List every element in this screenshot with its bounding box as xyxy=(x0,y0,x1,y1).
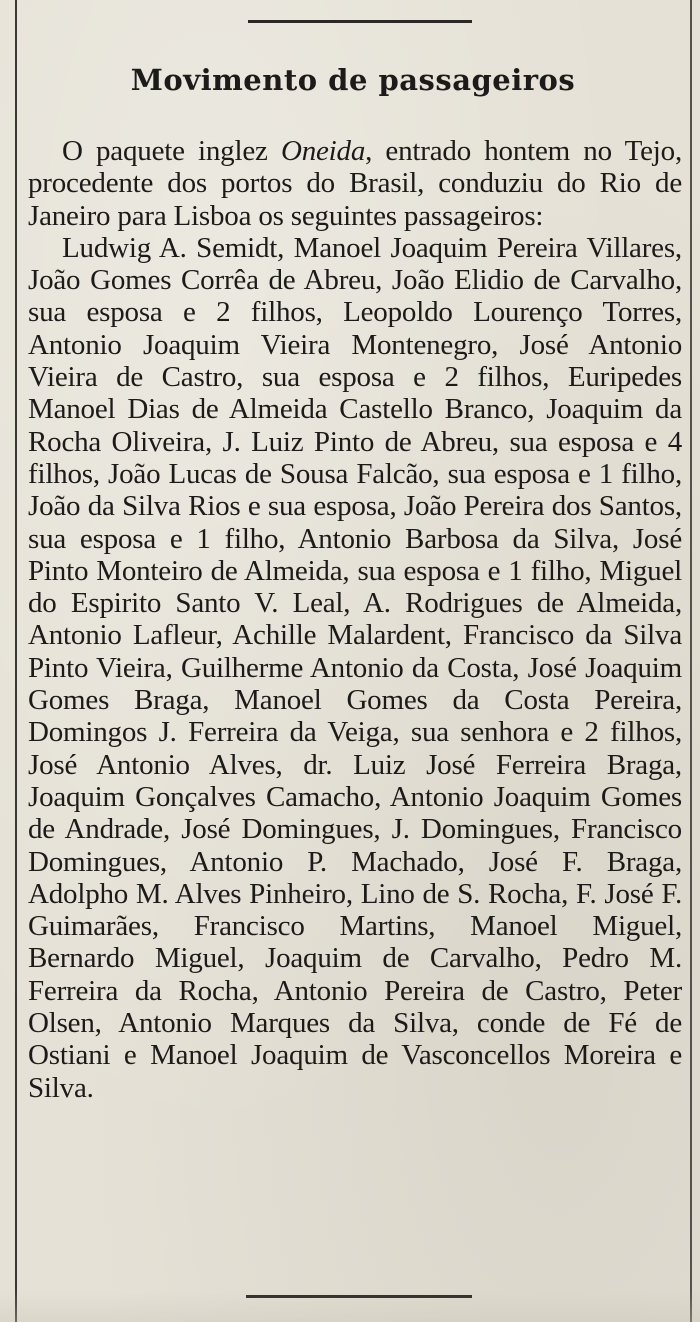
article-title: Movimento de passageiros xyxy=(130,63,576,97)
separator-rule-top xyxy=(248,20,472,23)
intro-text-end: , entrado hontem no Tejo, procedente dos portos do Brasil, conduziu do Rio de Janeiro para Lisboa os seguintes passageiros: xyxy=(28,135,682,232)
passenger-list-paragraph: Ludwig A. Semidt, Manoel Joaquim Pereira Villares, João Gomes Corrêa de Abreu, João Elidio de Carvalho, sua esposa e 2 filhos, Leopoldo Lourenço Torres, Antonio Joaquim Vieira Montenegro, José Antonio Vieira de Castro, sua esposa e 2 filhos, Euripedes Manoel Dias de Almeida Castello Branco, Joaquim da Rocha Oliveira, J. Luiz Pinto de Abreu, sua esposa e 4 filhos, João Lucas de Sousa Falcão, sua esposa e 1 filho, João da Silva Rios e sua esposa, João Pereira dos Santos, sua esposa e 1 filho, Antonio Barbosa da Silva, José Pinto Monteiro de Almeida, sua esposa e 1 filho, Miguel do Espirito Santo V. Leal, A. Rodrigues de Almeida, Antonio Lafleur, Achille Malardent, Francisco da Silva Pinto Vieira, Guilherme Antonio da Costa, José Joaquim Gomes Braga, Manoel Gomes da Costa Pereira, Domingos J. Ferreira da Veiga, sua senhora e 2 filhos, José Antonio Alves, dr. Luiz José Ferreira Braga, Joaquim Gonçalves Camacho, Antonio Joaquim Gomes de Andrade, José Domingues, J. Domingues, Francisco Domingues, Antonio P. Machado, José F. Braga, Adolpho M. Alves Pinheiro, Lino de S. Rocha, F. José F. Guimarães, Francisco Martins, Manoel Miguel, Bernardo Miguel, Joaquim de Carvalho, Pedro M. Ferreira da Rocha, Antonio Pereira de Castro, Peter Olsen, Antonio Marques da Silva, conde de Fé de Ostiani e Manoel Joaquim de Vasconcellos Moreira e Silva. xyxy=(28,231,682,1104)
intro-text-start: O paquete inglez xyxy=(62,135,281,167)
article-body xyxy=(28,135,682,1104)
column-rule-right xyxy=(690,0,692,1322)
intro-paragraph xyxy=(28,135,682,232)
ship-name: Oneida xyxy=(280,135,366,167)
page-bottom-shading xyxy=(0,1290,700,1322)
column-rule-left xyxy=(15,0,17,1322)
